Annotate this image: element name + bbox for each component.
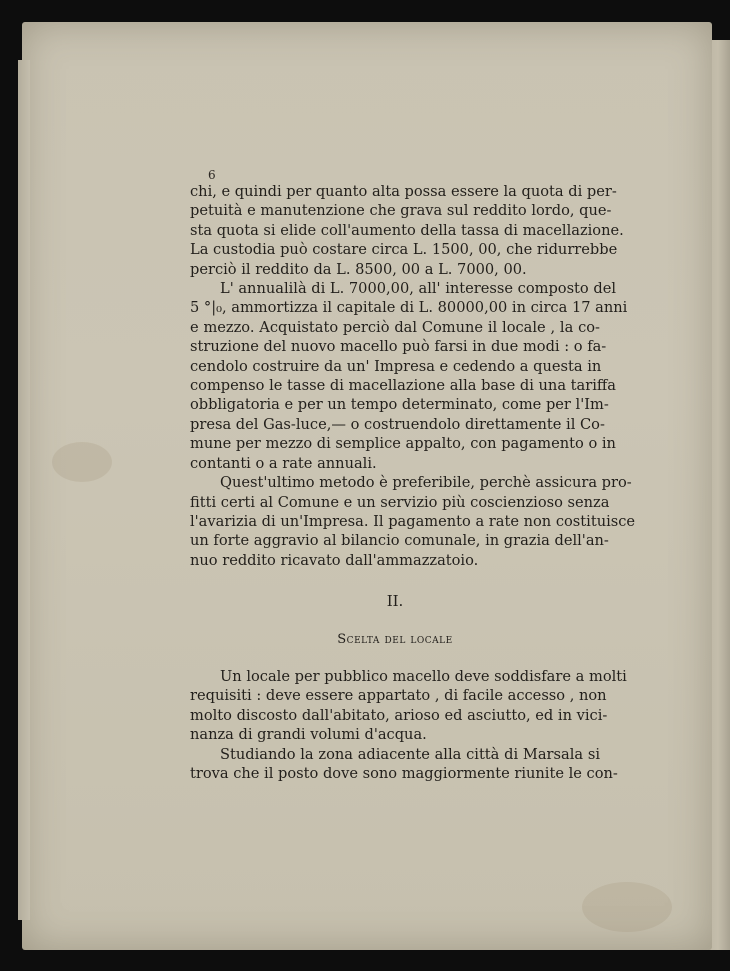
paragraph-2 xyxy=(190,279,628,473)
text-line: un forte aggravio al bilancio comunale, in grazia dell'an- xyxy=(190,532,609,550)
text-line: Studiando la zona adiacente alla città di Marsala si xyxy=(220,745,600,763)
paragraph-3 xyxy=(190,473,636,570)
text-line: nanza di grandi volumi d'acqua. xyxy=(190,726,427,744)
text-line: molto discosto dall'abitato, arioso ed asciutto, ed in vici- xyxy=(190,706,608,724)
text-line: L' annualilà di L. 7000,00, all' interesse composto del xyxy=(220,280,616,298)
body-text-upper xyxy=(190,182,636,570)
text-line: chi, e quindi per quanto alta possa essere la quota di per- xyxy=(190,183,617,200)
text-line: 5 °|₀, ammortizza il capitale di L. 80000,00 in circa 17 anni xyxy=(190,299,628,317)
text-line: l'avarizia di un'Impresa. Il pagamento a rate non costituisce xyxy=(190,512,636,530)
text-line: cendolo costruire da un' Impresa e cedendo a questa in xyxy=(190,357,602,375)
text-line: contanti o a rate annuali. xyxy=(190,454,377,472)
text-line: presa del Gas-luce,— o costruendolo direttamente il Co- xyxy=(190,415,605,433)
section-title: Scelta del locale xyxy=(337,632,453,647)
text-line: requisiti : deve essere appartato , di facile accesso , non xyxy=(190,687,607,705)
body-text-lower xyxy=(190,667,627,783)
paper-stain xyxy=(52,442,112,482)
paragraph-5 xyxy=(190,745,618,784)
paragraph-4 xyxy=(190,667,627,745)
text-line: e mezzo. Acquistato perciò dal Comune il locale , la co- xyxy=(190,318,600,336)
paper-stain xyxy=(582,882,672,932)
text-line: struzione del nuovo macello può farsi in due modi : o fa- xyxy=(190,338,607,356)
text-line: Un locale per pubblico macello deve soddisfare a molti xyxy=(220,668,627,685)
text-line: compenso le tasse di macellazione alla base di una tariffa xyxy=(190,377,616,395)
page-edge-left xyxy=(18,60,30,920)
text-line: mune per mezzo di semplice appalto, con pagamento o in xyxy=(190,435,616,453)
text-line: Quest'ultimo metodo è preferibile, perchè assicura pro- xyxy=(220,474,632,492)
section-number: II. xyxy=(386,592,404,610)
text-line: obbligatoria e per un tempo determinato, come per l'Im- xyxy=(190,396,609,414)
text-line: sta quota si elide coll'aumento della tassa di macellazione. xyxy=(190,221,624,239)
text-line: petuità e manutenzione che grava sul reddito lordo, que- xyxy=(190,202,612,220)
text-line: La custodia può costare circa L. 1500, 00, che ridurrebbe xyxy=(190,241,618,259)
paragraph-1 xyxy=(190,182,624,279)
text-line: trova che il posto dove sono maggiormente riunite le con- xyxy=(190,765,618,783)
text-line: fitti certi al Comune e un servizio più coscienzioso senza xyxy=(190,493,610,511)
text-line: nuo reddito ricavato dall'ammazzatoio. xyxy=(190,551,479,569)
page-number: 6 xyxy=(208,168,216,182)
text-line: perciò il reddito da L. 8500, 00 a L. 7000, 00. xyxy=(190,260,527,278)
